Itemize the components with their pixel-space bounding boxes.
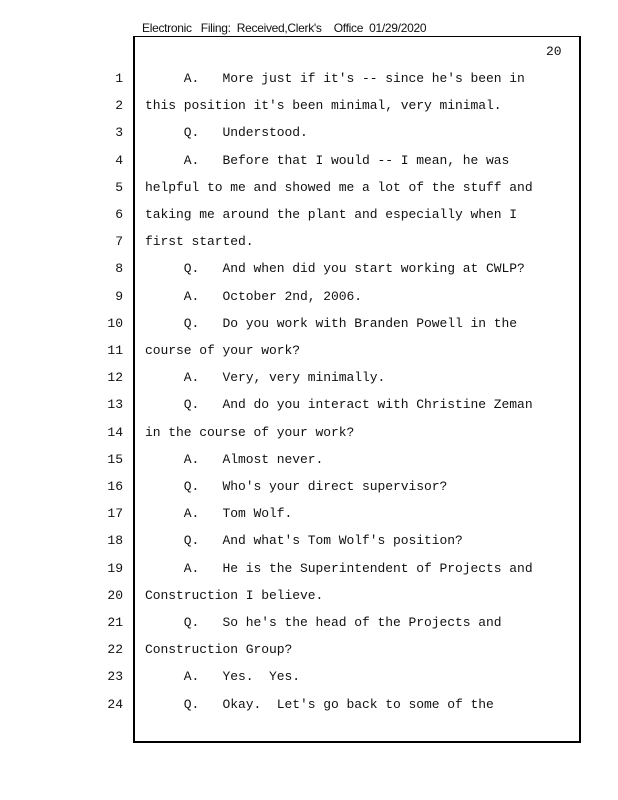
line-number: 8: [115, 261, 123, 276]
filing-stamp-header: Electronic Filing: Received,Clerk's Office 01/29/2020: [142, 21, 427, 35]
line-number: 12: [107, 370, 123, 385]
line-number: 3: [115, 125, 123, 140]
line-number: 5: [115, 180, 123, 195]
line-number: 2: [115, 98, 123, 113]
transcript-line: Q. And when did you start working at CWLP?: [145, 261, 525, 276]
line-number: 16: [107, 479, 123, 494]
transcript-line: in the course of your work?: [145, 425, 355, 440]
line-number: 18: [107, 533, 123, 548]
transcript-line: Construction I believe.: [145, 588, 324, 603]
transcript-line: A. Very, very minimally.: [145, 370, 386, 385]
line-number: 20: [107, 588, 123, 603]
transcript-line: Q. Understood.: [145, 125, 308, 140]
line-number: 15: [107, 452, 123, 467]
transcript-line: Q. And what's Tom Wolf's position?: [145, 533, 463, 548]
page-number: 20: [546, 44, 562, 59]
transcript-line: A. October 2nd, 2006.: [145, 289, 363, 304]
transcript-line: Q. And do you interact with Christine Zeman: [145, 397, 533, 412]
transcript-line: A. Almost never.: [145, 452, 324, 467]
line-number: 9: [115, 289, 123, 304]
transcript-line: Q. Who's your direct supervisor?: [145, 479, 448, 494]
transcript-line: A. He is the Superintendent of Projects and: [145, 561, 533, 576]
transcript-line: helpful to me and showed me a lot of the stuff and: [145, 180, 533, 195]
transcript-line: A. More just if it's -- since he's been in: [145, 71, 525, 86]
transcript-line: Q. So he's the head of the Projects and: [145, 615, 502, 630]
transcript-line: Q. Okay. Let's go back to some of the: [145, 697, 494, 712]
line-number: 21: [107, 615, 123, 630]
transcript-page-border: [133, 36, 581, 743]
line-number: 7: [115, 234, 123, 249]
transcript-line: course of your work?: [145, 343, 301, 358]
line-number: 11: [107, 343, 123, 358]
line-number: 6: [115, 207, 123, 222]
line-number: 13: [107, 397, 123, 412]
line-number: 10: [107, 316, 123, 331]
line-number: 19: [107, 561, 123, 576]
transcript-line: first started.: [145, 234, 254, 249]
transcript-line: Construction Group?: [145, 642, 293, 657]
line-number: 23: [107, 669, 123, 684]
transcript-line: A. Yes. Yes.: [145, 669, 301, 684]
line-number: 22: [107, 642, 123, 657]
transcript-line: taking me around the plant and especially when I: [145, 207, 518, 222]
line-number: 14: [107, 425, 123, 440]
line-number: 1: [115, 71, 123, 86]
transcript-line: A. Tom Wolf.: [145, 506, 293, 521]
transcript-line: this position it's been minimal, very minimal.: [145, 98, 502, 113]
transcript-line: A. Before that I would -- I mean, he was: [145, 153, 510, 168]
line-number: 17: [107, 506, 123, 521]
line-number: 24: [107, 697, 123, 712]
line-number: 4: [115, 153, 123, 168]
transcript-line: Q. Do you work with Branden Powell in the: [145, 316, 518, 331]
